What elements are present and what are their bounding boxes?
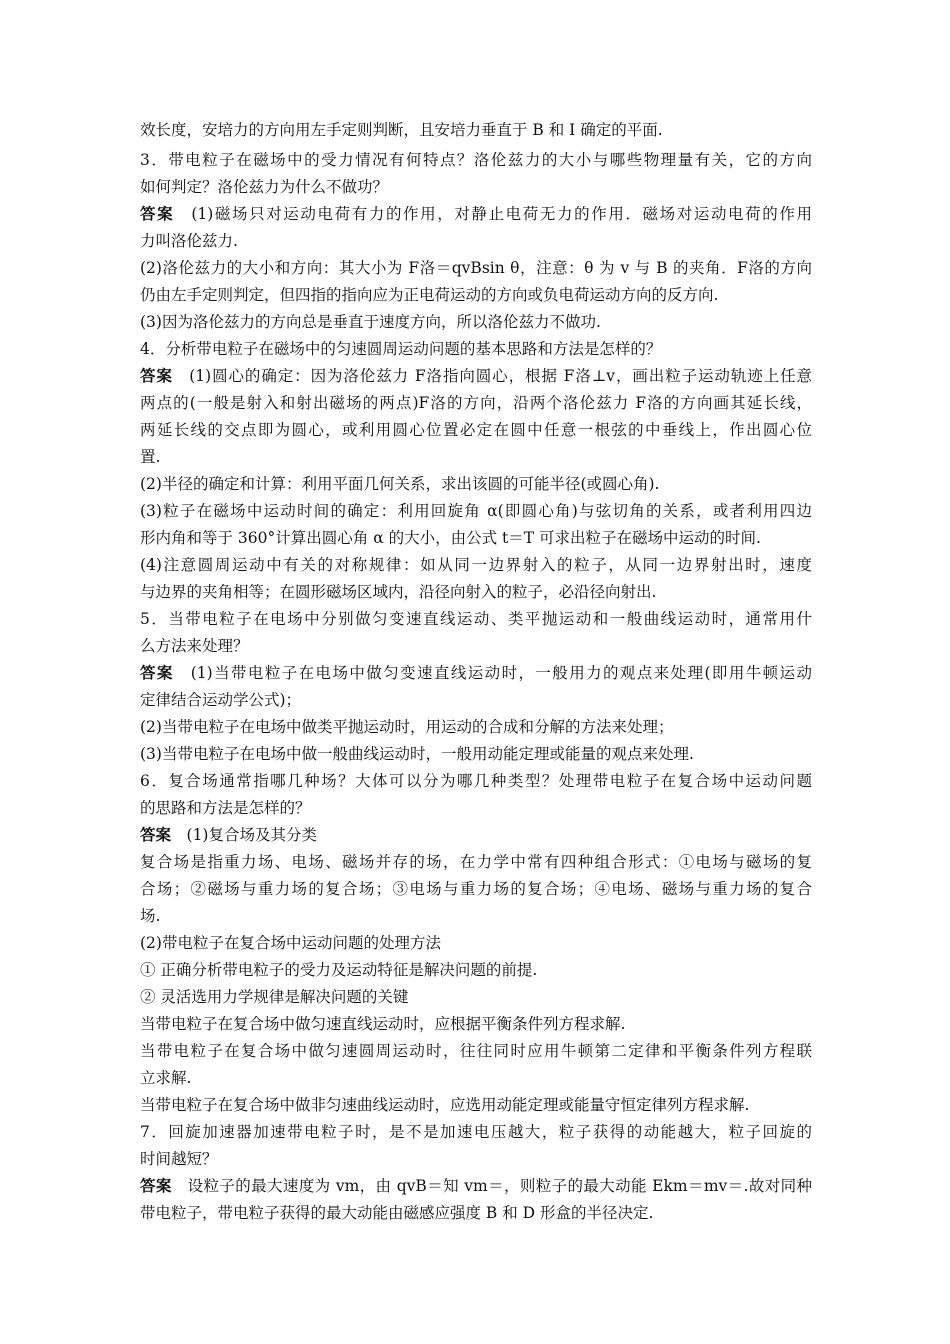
text-segment: 与边界的夹角相等；在圆形磁场区域内，沿径向射入的粒子，必沿径向射出.	[140, 583, 657, 601]
text-segment: 力叫洛伦兹力.	[140, 232, 238, 250]
text-line	[140, 823, 812, 847]
text-segment: (1)当带电粒子在电场中做匀变速直线运动时，一般用力的观点来处理(即用牛顿运动	[173, 664, 812, 682]
text-line	[140, 553, 812, 577]
text-line	[140, 256, 812, 280]
text-line	[140, 715, 812, 739]
text-segment: 3．带电粒子在磁场中的受力情况有何特点？洛伦兹力的大小与哪些物理量有关，它的方向	[140, 151, 812, 169]
text-segment: 时间越短？	[140, 1150, 218, 1168]
text-segment: (2)洛伦兹力的大小和方向：其大小为 F洛＝qvBsin θ，注意：θ 为 v 与 B 的夹角．F洛的方向	[140, 259, 812, 277]
text-segment: 两点的(一般是射入和射出磁场的两点)F洛的方向，沿两个洛伦兹力 F洛的方向画其延长线，	[140, 394, 812, 412]
text-segment: 么方法来处理？	[140, 637, 249, 655]
text-segment: (3)粒子在磁场中运动时间的确定：利用回旋角 α(即圆心角)与弦切角的关系，或者利用四边	[140, 502, 812, 520]
text-line	[140, 607, 812, 631]
text-line	[140, 472, 812, 496]
text-line	[140, 1093, 812, 1117]
text-line	[140, 958, 812, 982]
text-segment: 的思路和方法是怎样的？	[140, 799, 311, 817]
text-segment: (4)注意圆周运动中有关的对称规律：如从同一边界射入的粒子，从同一边界射出时，速度	[140, 556, 812, 574]
text-line	[140, 1174, 812, 1198]
text-segment: (2)当带电粒子在电场中做类平抛运动时，用运动的合成和分解的方法来处理；	[140, 718, 674, 736]
text-segment: 复合场是指重力场、电场、磁场并存的场，在力学中常有四种组合形式：①电场与磁场的复	[140, 853, 812, 871]
text-segment: (2)半径的确定和计算：利用平面几何关系，求出该圆的可能半径(或圆心角).	[140, 475, 660, 493]
text-line	[140, 688, 812, 712]
text-line	[140, 796, 812, 820]
text-segment: 当带电粒子在复合场中做匀速圆周运动时，往往同时应用牛顿第二定律和平衡条件列方程联	[140, 1042, 812, 1060]
text-line	[140, 931, 812, 955]
text-segment: 如何判定？洛伦兹力为什么不做功？	[140, 178, 389, 196]
text-line	[140, 148, 812, 172]
text-segment: 当带电粒子在复合场中做匀速直线运动时，应根据平衡条件列方程求解.	[140, 1015, 626, 1033]
answer-label: 答案	[140, 366, 173, 385]
text-segment: 两延长线的交点即为圆心，或利用圆心位置必定在圆中任意一根弦的中垂线上，作出圆心位	[140, 421, 812, 439]
text-segment: 7．回旋加速器加速带电粒子时，是不是加速电压越大，粒子获得的动能越大，粒子回旋的	[140, 1123, 812, 1141]
text-segment: 设粒子的最大速度为 vm，由 qvB＝知 vm＝，则粒子的最大动能 Ekm＝mv＝.故对同种	[171, 1177, 812, 1195]
text-segment: (1)复合场及其分类	[171, 826, 317, 844]
text-segment: 仍由左手定则判定，但四指的指向应为正电荷运动的方向或负电荷运动方向的反方向.	[140, 286, 719, 304]
text-segment: 4．分析带电粒子在磁场中的匀速圆周运动问题的基本思路和方法是怎样的？	[140, 340, 662, 358]
text-segment: (2)带电粒子在复合场中运动问题的处理方法	[140, 934, 441, 952]
text-line	[140, 1039, 812, 1063]
text-line	[140, 1120, 812, 1144]
text-line	[140, 337, 812, 361]
text-line	[140, 283, 812, 307]
text-line	[140, 418, 812, 442]
text-line	[140, 364, 812, 388]
text-segment: 5．当带电粒子在电场中分别做匀变速直线运动、类平抛运动和一般曲线运动时，通常用什	[140, 610, 812, 628]
text-line	[140, 850, 812, 874]
text-segment: (3)当带电粒子在电场中做一般曲线运动时，一般用动能定理或能量的观点来处理.	[140, 745, 694, 763]
text-segment: 当带电粒子在复合场中做非匀速曲线运动时，应选用动能定理或能量守恒定律列方程求解.	[140, 1096, 750, 1114]
text-line	[140, 580, 812, 604]
text-segment: 形内角和等于 360°计算出圆心角 α 的大小，由公式 t＝T 可求出粒子在磁场中运动的时间.	[140, 529, 761, 547]
text-segment: ① 正确分析带电粒子的受力及运动特征是解决问题的前提.	[140, 961, 538, 979]
text-segment: (1)圆心的确定：因为洛伦兹力 F洛指向圆心，根据 F洛⊥v，画出粒子运动轨迹上任意	[172, 367, 812, 385]
text-line	[140, 904, 812, 928]
text-segment: 合场；②磁场与重力场的复合场；③电场与重力场的复合场；④电场、磁场与重力场的复合	[140, 880, 812, 898]
text-line	[140, 526, 812, 550]
text-line	[140, 499, 812, 523]
text-line	[140, 391, 812, 415]
text-line	[140, 742, 812, 766]
text-line	[140, 202, 812, 226]
text-line	[140, 229, 812, 253]
text-line	[140, 118, 812, 142]
answer-label: 答案	[140, 663, 174, 682]
text-line	[140, 1147, 812, 1171]
text-segment: (1)磁场只对运动电荷有力的作用，对静止电荷无力的作用．磁场对运动电荷的作用	[174, 205, 812, 223]
text-line	[140, 1066, 812, 1090]
text-line	[140, 985, 812, 1009]
text-line	[140, 445, 812, 469]
text-line	[140, 877, 812, 901]
answer-label: 答案	[140, 1176, 172, 1195]
text-line	[140, 1201, 812, 1225]
text-segment: 6．复合场通常指哪几种场？大体可以分为哪几种类型？处理带电粒子在复合场中运动问题	[140, 772, 812, 790]
text-line	[140, 1012, 812, 1036]
answer-label: 答案	[140, 204, 175, 223]
text-line	[140, 175, 812, 199]
answer-label: 答案	[140, 825, 172, 844]
text-segment: 效长度，安培力的方向用左手定则判断，且安培力垂直于 B 和 I 确定的平面.	[140, 121, 663, 139]
text-segment: 带电粒子，带电粒子获得的最大动能由磁感应强度 B 和 D 形盒的半径决定.	[140, 1204, 654, 1222]
text-line	[140, 769, 812, 793]
text-segment: 场.	[140, 907, 161, 925]
text-segment: 定律结合运动学公式)；	[140, 691, 302, 709]
text-line	[140, 634, 812, 658]
text-line	[140, 310, 812, 334]
text-segment: ② 灵活选用力学规律是解决问题的关键	[140, 988, 409, 1006]
text-segment: 立求解.	[140, 1069, 192, 1087]
text-segment: 置.	[140, 448, 161, 466]
text-segment: (3)因为洛伦兹力的方向总是垂直于速度方向，所以洛伦兹力不做功.	[140, 313, 601, 331]
text-line	[140, 661, 812, 685]
